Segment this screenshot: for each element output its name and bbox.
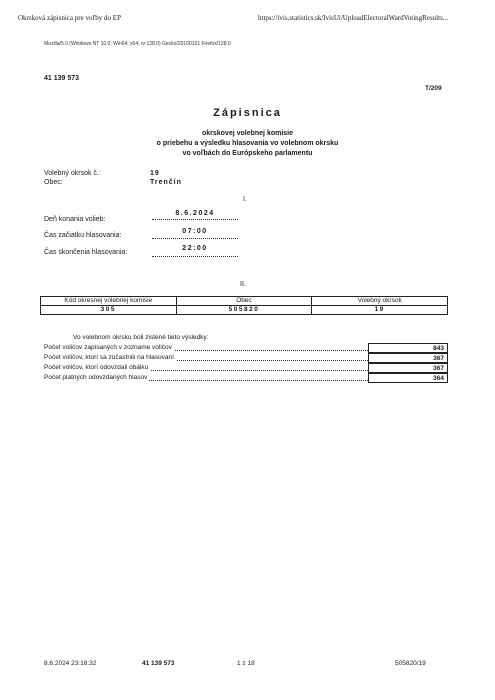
footer-reference: 505820/19 — [395, 660, 426, 667]
voting-start-dotline — [152, 238, 238, 239]
result-label: Počet voličov, ktorí sa zúčastnili na hlasovaní — [44, 354, 174, 361]
footer-page-number: 1 z 18 — [237, 660, 255, 667]
form-code: T/209 — [425, 85, 442, 92]
table-cell: 305 — [41, 306, 177, 315]
table-header-cell: Kód okresnej volebnej komisie — [41, 297, 177, 306]
result-label: Počet voličov, ktorí odovzdali obálku — [44, 364, 149, 371]
table-row — [41, 306, 448, 315]
section-two-heading: II. — [240, 281, 246, 288]
print-page-title: Okrsková zápisnica pre voľby do EP — [18, 14, 121, 22]
results-intro: Vo volebnom okrsku boli zistené tieto výsledky: — [73, 334, 209, 341]
result-value: 843 — [368, 343, 448, 353]
election-day-label: Deň konania volieb: — [44, 216, 106, 223]
district-label: Volebný okrsok č.: — [44, 170, 101, 177]
result-label: Počet voličov zapísaných v zozname voličov — [44, 344, 172, 351]
result-row — [44, 343, 448, 353]
result-value: 367 — [368, 363, 448, 373]
user-agent-text: Mozilla/5.0 (Windows NT 10.0; Win64; x64; rv:128.0) Gecko/20100101 Firefox/128.0 — [44, 41, 231, 47]
table-cell: 505820 — [176, 306, 312, 315]
table-header-cell: Volebný okrsok — [312, 297, 448, 306]
election-day-dotline — [152, 219, 238, 220]
table-header-row — [41, 297, 448, 306]
municipality-label: Obec: — [44, 179, 63, 186]
voting-end-dotline — [152, 256, 238, 257]
municipality-value: Trenčín — [150, 179, 182, 186]
section-one-heading: I. — [243, 196, 247, 203]
voting-start-value: 07:00 — [182, 228, 208, 235]
table-header-cell: Obec — [176, 297, 312, 306]
district-value: 19 — [150, 170, 160, 177]
result-label: Počet platných odovzdaných hlasov — [44, 374, 148, 381]
voting-end-value: 22:00 — [182, 245, 208, 252]
result-value: 364 — [368, 373, 448, 383]
print-url: https://ivis.statistics.sk/IvisUi/UploadElectoralWardVotingResults... — [258, 14, 449, 22]
document-number: 41 139 573 — [44, 75, 80, 82]
election-day-value: 8.6.2024 — [175, 210, 215, 217]
subtitle-line-2: o priebehu a výsledku hlasovania vo volebnom okrsku — [156, 140, 339, 147]
voting-start-label: Čas začiatku hlasovania: — [44, 232, 122, 239]
document-title: Zápisnica — [213, 107, 282, 119]
ward-info-table — [40, 296, 448, 315]
result-value: 367 — [368, 353, 448, 363]
subtitle-line-3: vo voľbách do Európskeho parlamentu — [182, 150, 313, 157]
subtitle-line-1: okrskovej volebnej komisie — [201, 130, 294, 137]
footer-document-number: 41 139 573 — [142, 660, 175, 667]
result-row — [44, 363, 448, 373]
voting-end-label: Čas skončenia hlasovania: — [44, 249, 128, 256]
result-row — [44, 353, 448, 363]
footer-timestamp: 8.6.2024 23:18:32 — [44, 660, 97, 667]
table-cell: 19 — [312, 306, 448, 315]
result-row — [44, 373, 448, 383]
